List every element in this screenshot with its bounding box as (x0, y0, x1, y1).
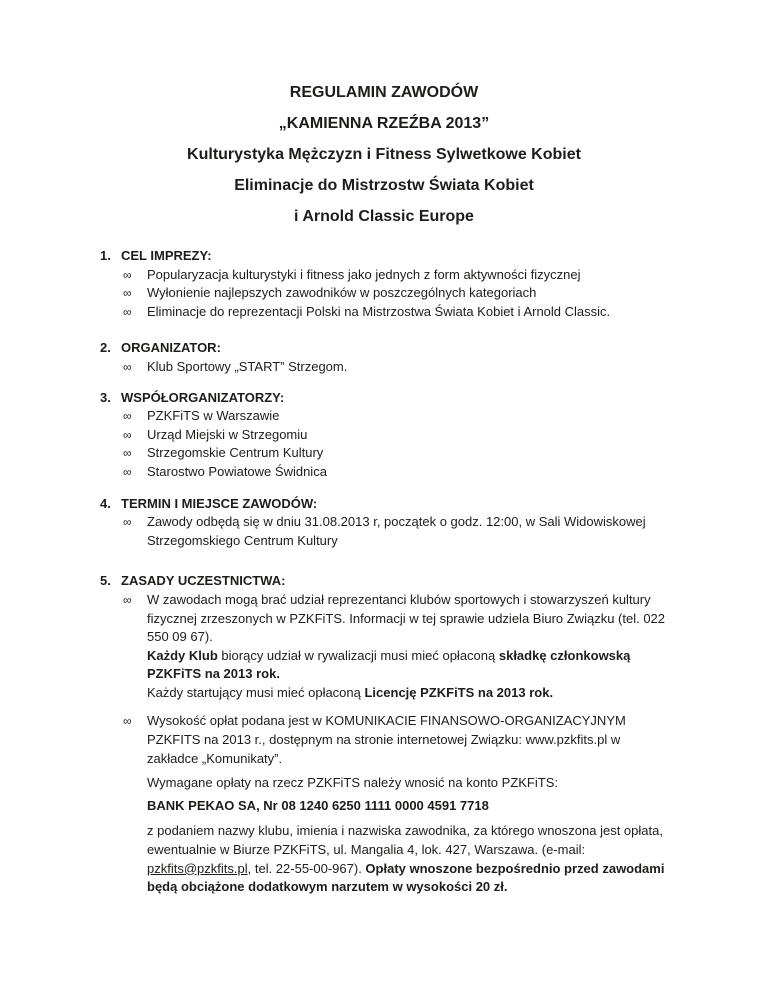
bold-text: Licencję PZKFiTS na 2013 rok. (364, 684, 554, 700)
document-title (100, 77, 668, 232)
section-heading-row (100, 495, 668, 514)
title-line-3: Kulturystyka Mężczyzn i Fitness Sylwetkowe Kobiet (187, 146, 581, 163)
infinity-bullet-icon: ∞ (123, 592, 132, 607)
plain-text: Każdy startujący musi mieć opłaconą (147, 684, 365, 700)
bold-text: Każdy Klub (147, 647, 218, 663)
title-line-2: „KAMIENNA RZEŹBA 2013” (278, 115, 490, 132)
bank-account-line: BANK PEKAO SA, Nr 08 1240 6250 1111 0000 4591 7718 (147, 797, 489, 813)
bold-text: składkę członkowską PZKFiTS na 2013 rok. (147, 647, 631, 682)
list-item (123, 266, 668, 285)
list-item-text: Popularyzacja kulturystyki i fitness jako jednych z form aktywności fizycznej (147, 266, 581, 282)
list-item-text: Strzegomskie Centrum Kultury (147, 445, 324, 461)
plain-text: biorący udział w rywalizacji musi mieć opłaconą (217, 647, 499, 663)
section-number: 5. (100, 573, 111, 589)
plain-text: z podaniem nazwy klubu, imienia i nazwiska zawodnika, za którego wnoszona jest opłata, ewentualnie w Biurze PZKFiTS, ul. Mangalia 4, lok. 427, Warszawa. (e-mail: (147, 823, 663, 858)
list-item-text: Wyłonienie najlepszych zawodników w poszczególnych kategoriach (147, 285, 537, 301)
plain-text: , tel. 22-55-00-967). (247, 860, 366, 876)
section-wspolorganizatorzy (100, 389, 668, 482)
section-termin-i-miejsce (100, 495, 668, 551)
infinity-bullet-icon: ∞ (123, 409, 132, 424)
fees-text: Wysokość opłat podana jest w KOMUNIKACIE FINANSOWO-ORGANIZACYJNYM PZKFITS na 2013 r., dostępnym na stronie internetowej Związku: www.pzkfits.pl w zakładce „Komunikaty”. (147, 713, 626, 766)
section-number: 3. (100, 389, 111, 405)
list-item (123, 358, 668, 377)
closing-paragraph (147, 822, 675, 896)
bold-text: Opłaty wnoszone bezpośrednio przed zawodami będą obciążone dodatkowym narzutem w wysokości 20 zł. (147, 860, 665, 895)
participation-text (147, 591, 668, 703)
list-item-text: Starostwo Powiatowe Świdnica (147, 463, 327, 479)
section-number: 2. (100, 340, 111, 356)
infinity-bullet-icon: ∞ (123, 427, 132, 442)
list-item-text: Urząd Miejski w Strzegomiu (147, 426, 308, 442)
list-item-text: PZKFiTS w Warszawie (147, 408, 280, 424)
list-item-text: Klub Sportowy „START” Strzegom. (147, 358, 348, 374)
section-zasady-uczestnictwa (100, 572, 668, 897)
participation-paragraph: W zawodach mogą brać udział reprezentanci klubów sportowych i stowarzyszeń kultury fizycznej zrzeszonych w PZKFiTS. Informacji w tej sprawie udziela Biuro Związku (tel. 022 550 09 67). (147, 591, 666, 645)
fees-note-paragraph: Wymagane opłaty na rzecz PZKFiTS należy wnosić na konto PZKFiTS: (147, 775, 558, 791)
title-line-4: Eliminacje do Mistrzostw Świata Kobiet (234, 177, 534, 194)
infinity-bullet-icon: ∞ (123, 359, 132, 374)
list-item (123, 444, 668, 463)
infinity-bullet-icon: ∞ (123, 714, 132, 729)
list-item (123, 303, 668, 322)
list-item (123, 407, 668, 426)
section-heading-row (100, 339, 668, 358)
infinity-bullet-icon: ∞ (123, 286, 132, 301)
section-heading: CEL IMPREZY: (121, 248, 212, 263)
infinity-bullet-icon: ∞ (123, 446, 132, 461)
section-heading: ORGANIZATOR: (121, 340, 221, 356)
title-line-1: REGULAMIN ZAWODÓW (289, 84, 479, 101)
list-item-text: Eliminacje do reprezentacji Polski na Mistrzostwa Świata Kobiet i Arnold Classic. (147, 303, 611, 319)
email-link[interactable]: pzkfits@pzkfits.pl (147, 860, 248, 876)
section-number: 4. (100, 495, 111, 511)
section-heading-row (100, 389, 668, 408)
list-item-text: Zawody odbędą się w dniu 31.08.2013 r, początek o godz. 12:00, w Sali Widowiskowej Strzegomskiego Centrum Kultury (147, 514, 646, 548)
infinity-bullet-icon: ∞ (123, 515, 132, 530)
list-item (123, 284, 668, 303)
section-heading: TERMIN I MIEJSCE ZAWODÓW: (121, 495, 318, 511)
infinity-bullet-icon: ∞ (123, 304, 132, 319)
infinity-bullet-icon: ∞ (123, 267, 132, 282)
section-organizator (100, 339, 668, 376)
section-heading: WSPÓŁORGANIZATORZY: (121, 389, 285, 405)
list-item (123, 463, 668, 482)
list-item-fees (123, 712, 668, 768)
section-cel-imprezy (100, 247, 668, 321)
list-item-participation (123, 591, 668, 703)
section-number: 1. (100, 248, 111, 263)
section-heading-row (100, 247, 668, 266)
infinity-bullet-icon: ∞ (123, 464, 132, 479)
title-line-5: i Arnold Classic Europe (294, 208, 474, 225)
section-heading-row (100, 572, 668, 591)
section-heading: ZASADY UCZESTNICTWA: (121, 573, 286, 589)
list-item (123, 513, 668, 550)
list-item (123, 426, 668, 445)
